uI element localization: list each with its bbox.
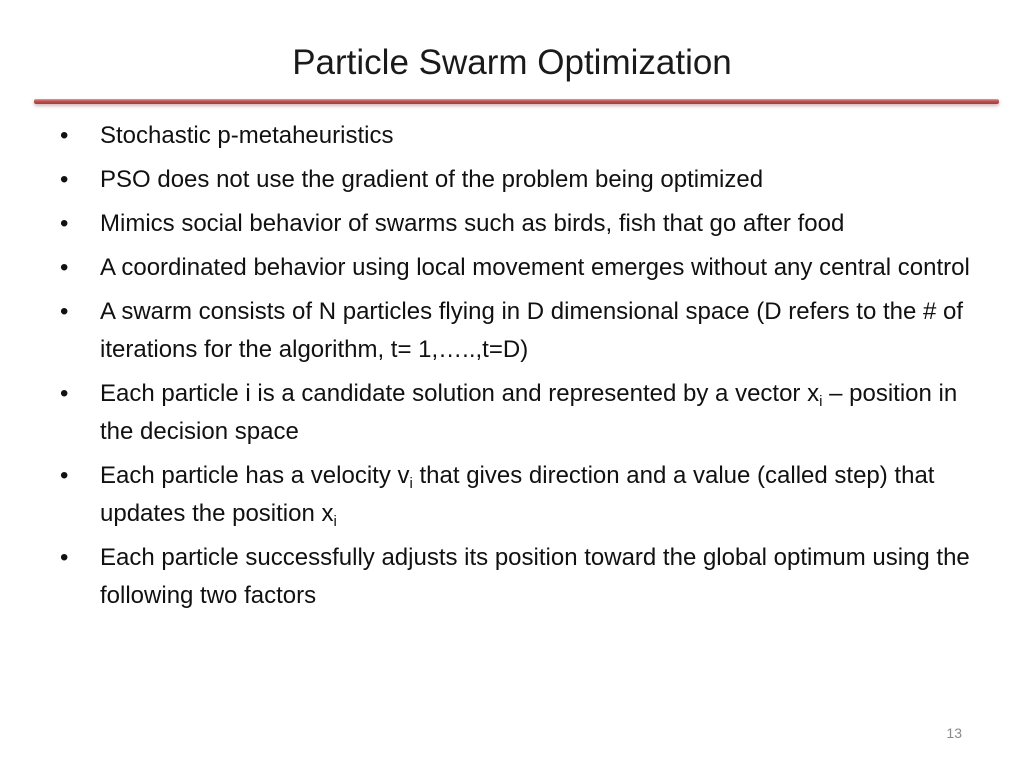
slide-title: Particle Swarm Optimization [292,43,732,82]
bullet-text-part: Each particle i is a candidate solution and represented by a vector x [100,380,820,407]
bullet-icon: • [60,462,69,489]
bullet-item [60,117,970,155]
bullet-item [60,161,970,199]
bullet-text [100,380,957,445]
bullet-icon: • [60,298,69,325]
bullet-item [60,375,970,451]
bullet-text: Each particle successfully adjusts its position toward the global optimum using the following two factors [100,544,970,609]
bullet-text: PSO does not use the gradient of the problem being optimized [100,166,764,193]
bullet-icon: • [60,210,69,237]
bullet-text [100,462,935,530]
title-divider [34,99,999,104]
bullet-icon: • [60,380,69,407]
bullet-text: A swarm consists of N particles flying in D dimensional space (D refers to the # of iterations for the algorithm, t= 1,…..,t=D) [100,298,964,363]
bullet-text-part: – position in the decision space [100,380,958,445]
bullet-item [60,205,970,243]
bullet-item [60,293,970,369]
bullet-item [60,457,970,533]
bullet-icon: • [60,254,69,281]
bullet-item [60,539,970,615]
bullet-icon: • [60,544,69,571]
bullet-list [60,117,970,621]
bullet-text: Stochastic p-metaheuristics [100,122,394,149]
bullet-text: A coordinated behavior using local movement emerges without any central control [100,254,970,281]
subscript: i [333,513,337,530]
subscript: i [819,393,823,410]
subscript: i [409,475,413,492]
bullet-item [60,249,970,287]
bullet-icon: • [60,166,69,193]
bullet-icon: • [60,122,69,149]
bullet-text-part: that gives direction and a value (called step) that updates the position x [100,462,935,527]
page-number: 13 [946,725,962,741]
bullet-text-part: Each particle has a velocity v [100,462,410,489]
bullet-text: Mimics social behavior of swarms such as birds, fish that go after food [100,210,845,237]
